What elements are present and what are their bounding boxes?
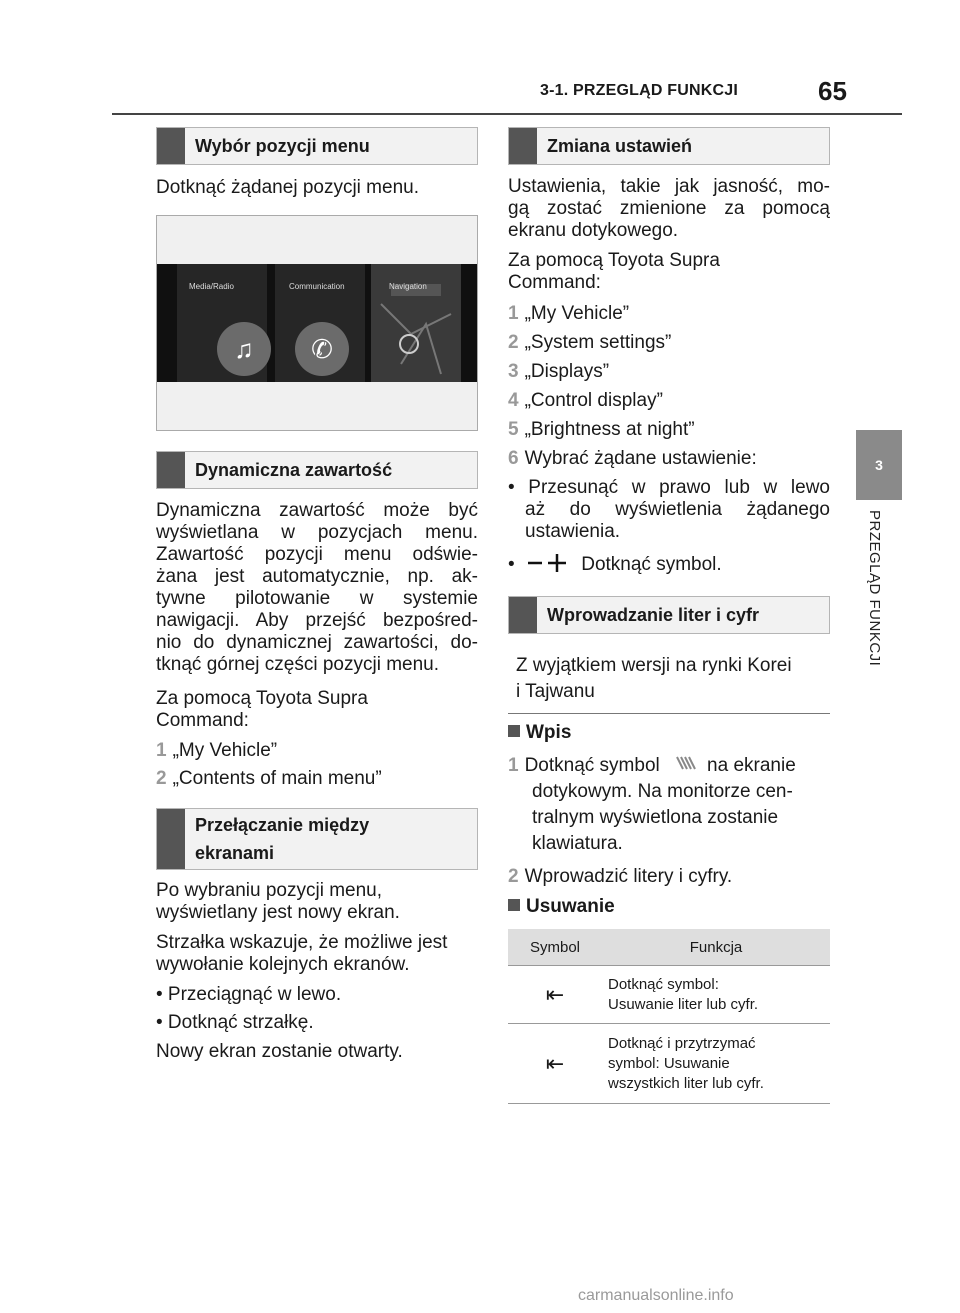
step-number: 4 bbox=[508, 390, 519, 411]
text-line: Za pomocą Toyota Supra bbox=[156, 688, 368, 709]
text-line: Za pomocą Toyota Supra bbox=[508, 250, 720, 271]
bullet-item: • Dotknąć strzałkę. bbox=[156, 1012, 314, 1033]
text-line: wyświetlana w pozycjach menu. bbox=[156, 522, 478, 543]
step-text: „My Vehicle” bbox=[172, 740, 278, 761]
chapter-label: PRZEGLĄD FUNKCJI bbox=[866, 510, 883, 667]
bullet-dot: • bbox=[508, 554, 515, 575]
heading-switch-screens bbox=[156, 808, 478, 870]
step-number: 6 bbox=[508, 448, 519, 469]
subheading-delete bbox=[508, 896, 615, 918]
text-line: i Tajwanu bbox=[516, 681, 595, 702]
step-text: „System settings” bbox=[524, 332, 672, 353]
text-line: Dotknąć i przytrzymać bbox=[608, 1034, 756, 1052]
subheading-text: Usuwanie bbox=[526, 896, 615, 917]
heading-menu-select bbox=[156, 127, 478, 165]
step-item bbox=[508, 303, 629, 325]
header-rule bbox=[112, 113, 902, 115]
paragraph-dynamic bbox=[156, 500, 478, 676]
text-line: symbol: Usuwanie bbox=[608, 1054, 730, 1072]
step-number: 5 bbox=[508, 419, 519, 440]
step-text: na ekranie bbox=[707, 755, 796, 776]
backspace-icon: ⇤ bbox=[508, 966, 602, 1024]
paragraph bbox=[156, 932, 447, 976]
heading-bar bbox=[157, 452, 185, 488]
text-line: Strzałka wskazuje, że możliwe jest bbox=[156, 932, 448, 953]
section-title: 3-1. PRZEGLĄD FUNKCJI bbox=[540, 82, 738, 99]
heading-letter-input bbox=[508, 596, 830, 634]
square-bullet-icon bbox=[508, 725, 520, 737]
text-line: Dynamiczna zawartość może być bbox=[156, 500, 478, 521]
keyboard-pencil-icon bbox=[671, 753, 701, 775]
page-number: 65 bbox=[818, 76, 847, 106]
heading-bar bbox=[509, 597, 537, 633]
paragraph-command bbox=[156, 688, 368, 732]
table-cell bbox=[602, 966, 830, 1024]
paragraph bbox=[156, 880, 400, 924]
heading-line: Przełączanie między bbox=[195, 815, 370, 835]
text-line: Ustawienia, takie jak jasność, mo- bbox=[508, 176, 830, 197]
card-label: Navigation bbox=[389, 282, 427, 291]
step-text: „My Vehicle” bbox=[524, 303, 630, 324]
bullet-item: • Przeciągnąć w lewo. bbox=[156, 984, 342, 1005]
step-item bbox=[156, 768, 382, 790]
text-line: ustawienia. bbox=[525, 521, 621, 542]
step-number: 1 bbox=[156, 740, 167, 761]
step-number: 2 bbox=[156, 768, 167, 789]
step-item bbox=[508, 448, 757, 470]
text-line: tywne pilotowanie w systemie bbox=[156, 588, 478, 609]
column-header: Funkcja bbox=[602, 929, 830, 966]
heading-dynamic-content bbox=[156, 451, 478, 489]
text-line: Dotknąć symbol: bbox=[608, 975, 719, 993]
subheading-text: Wpis bbox=[526, 722, 572, 743]
step-number: 2 bbox=[508, 332, 519, 353]
screen-dark-area bbox=[157, 264, 477, 382]
text-line: Z wyjątkiem wersji na rynki Korei bbox=[516, 655, 792, 676]
heading-text bbox=[185, 805, 379, 873]
heading-text: Zmiana ustawień bbox=[547, 136, 693, 156]
step-number: 3 bbox=[508, 361, 519, 382]
phone-icon: ✆ bbox=[295, 322, 349, 376]
step-text: „Displays” bbox=[524, 361, 610, 382]
text-line: ekranu dotykowego. bbox=[508, 220, 679, 241]
text-line: tknąć górnej części pozycji menu. bbox=[156, 654, 440, 675]
paragraph-command bbox=[508, 250, 720, 294]
symbol-table bbox=[508, 929, 830, 1104]
step-item bbox=[508, 419, 695, 441]
bullet-text: Dotknąć symbol. bbox=[581, 554, 722, 575]
paragraph-settings bbox=[508, 176, 830, 242]
step-item bbox=[508, 390, 663, 412]
column-header: Symbol bbox=[508, 929, 602, 966]
step-number: 1 bbox=[508, 755, 519, 776]
heading-bar bbox=[157, 128, 185, 164]
text-line: Zawartość pozycji menu odświe- bbox=[156, 544, 478, 565]
text-line: Command: bbox=[508, 272, 601, 293]
text-line: tralnym wyświetlona zostanie bbox=[532, 807, 779, 828]
text-line: wyświetlany jest nowy ekran. bbox=[156, 902, 400, 923]
text-line: wywołanie kolejnych ekranów. bbox=[156, 954, 410, 975]
market-note bbox=[508, 647, 830, 714]
text-line: • Przesunąć w prawo lub w lewo bbox=[508, 477, 830, 498]
entry-step-2 bbox=[508, 866, 732, 888]
music-note-icon: ♫ bbox=[217, 322, 271, 376]
minus-plus-icon bbox=[526, 553, 570, 573]
step-number: 1 bbox=[508, 303, 519, 324]
watermark: carmanualsonline.info bbox=[578, 1287, 734, 1304]
heading-text: Wybór pozycji menu bbox=[195, 136, 370, 156]
heading-line: ekranami bbox=[195, 843, 275, 863]
menu-screenshot bbox=[156, 215, 478, 431]
text-line: gą zostać zmienione za pomocą bbox=[508, 198, 830, 219]
paragraph: Dotknąć żądanej pozycji menu. bbox=[156, 177, 419, 198]
entry-step-1 bbox=[508, 753, 830, 857]
step-item bbox=[508, 332, 671, 354]
text-line: nawigacji. Aby przejść bezpośred- bbox=[156, 610, 478, 631]
backspace-icon: ⇤ bbox=[508, 1024, 602, 1104]
paragraph: Nowy ekran zostanie otwarty. bbox=[156, 1041, 403, 1062]
table-row bbox=[508, 966, 830, 1024]
text-line: wszystkich liter lub cyfr. bbox=[608, 1074, 764, 1092]
text-line: klawiatura. bbox=[532, 833, 623, 854]
square-bullet-icon bbox=[508, 899, 520, 911]
heading-text: Wprowadzanie liter i cyfr bbox=[547, 605, 760, 625]
table-header-row bbox=[508, 929, 830, 966]
text-line: nio do dynamicznej zawartości, do- bbox=[156, 632, 478, 653]
table-row bbox=[508, 1024, 830, 1104]
heading-change-settings bbox=[508, 127, 830, 165]
text-line: żana jest automatycznie, np. ak- bbox=[156, 566, 478, 587]
text-line: dotykowym. Na monitorze cen- bbox=[532, 781, 793, 802]
step-number: 2 bbox=[508, 866, 519, 887]
bullet-item bbox=[508, 477, 830, 543]
heading-text: Dynamiczna zawartość bbox=[195, 460, 393, 480]
step-text: „Control display” bbox=[524, 390, 663, 411]
step-text: Wprowadzić litery i cyfry. bbox=[524, 866, 733, 887]
text-line bbox=[508, 753, 830, 779]
text-line: aż do wyświetlenia żądanego bbox=[525, 499, 830, 520]
card-label: Media/Radio bbox=[189, 282, 234, 291]
step-item bbox=[508, 361, 609, 383]
bullet-item bbox=[508, 553, 722, 576]
step-text: „Contents of main menu” bbox=[172, 768, 382, 789]
text-line: Usuwanie liter lub cyfr. bbox=[608, 995, 759, 1013]
step-text: „Brightness at night” bbox=[524, 419, 695, 440]
card-label: Communication bbox=[289, 282, 345, 291]
step-text: Wybrać żądane ustawienie: bbox=[524, 448, 757, 469]
text-line: Po wybraniu pozycji menu, bbox=[156, 880, 382, 901]
table-cell bbox=[602, 1024, 830, 1104]
heading-bar bbox=[157, 809, 185, 869]
chapter-tab: 3 bbox=[856, 430, 902, 500]
text-line: Command: bbox=[156, 710, 249, 731]
heading-bar bbox=[509, 128, 537, 164]
subheading-entry bbox=[508, 722, 571, 744]
step-item bbox=[156, 740, 277, 762]
step-text: Dotknąć symbol bbox=[524, 755, 660, 776]
